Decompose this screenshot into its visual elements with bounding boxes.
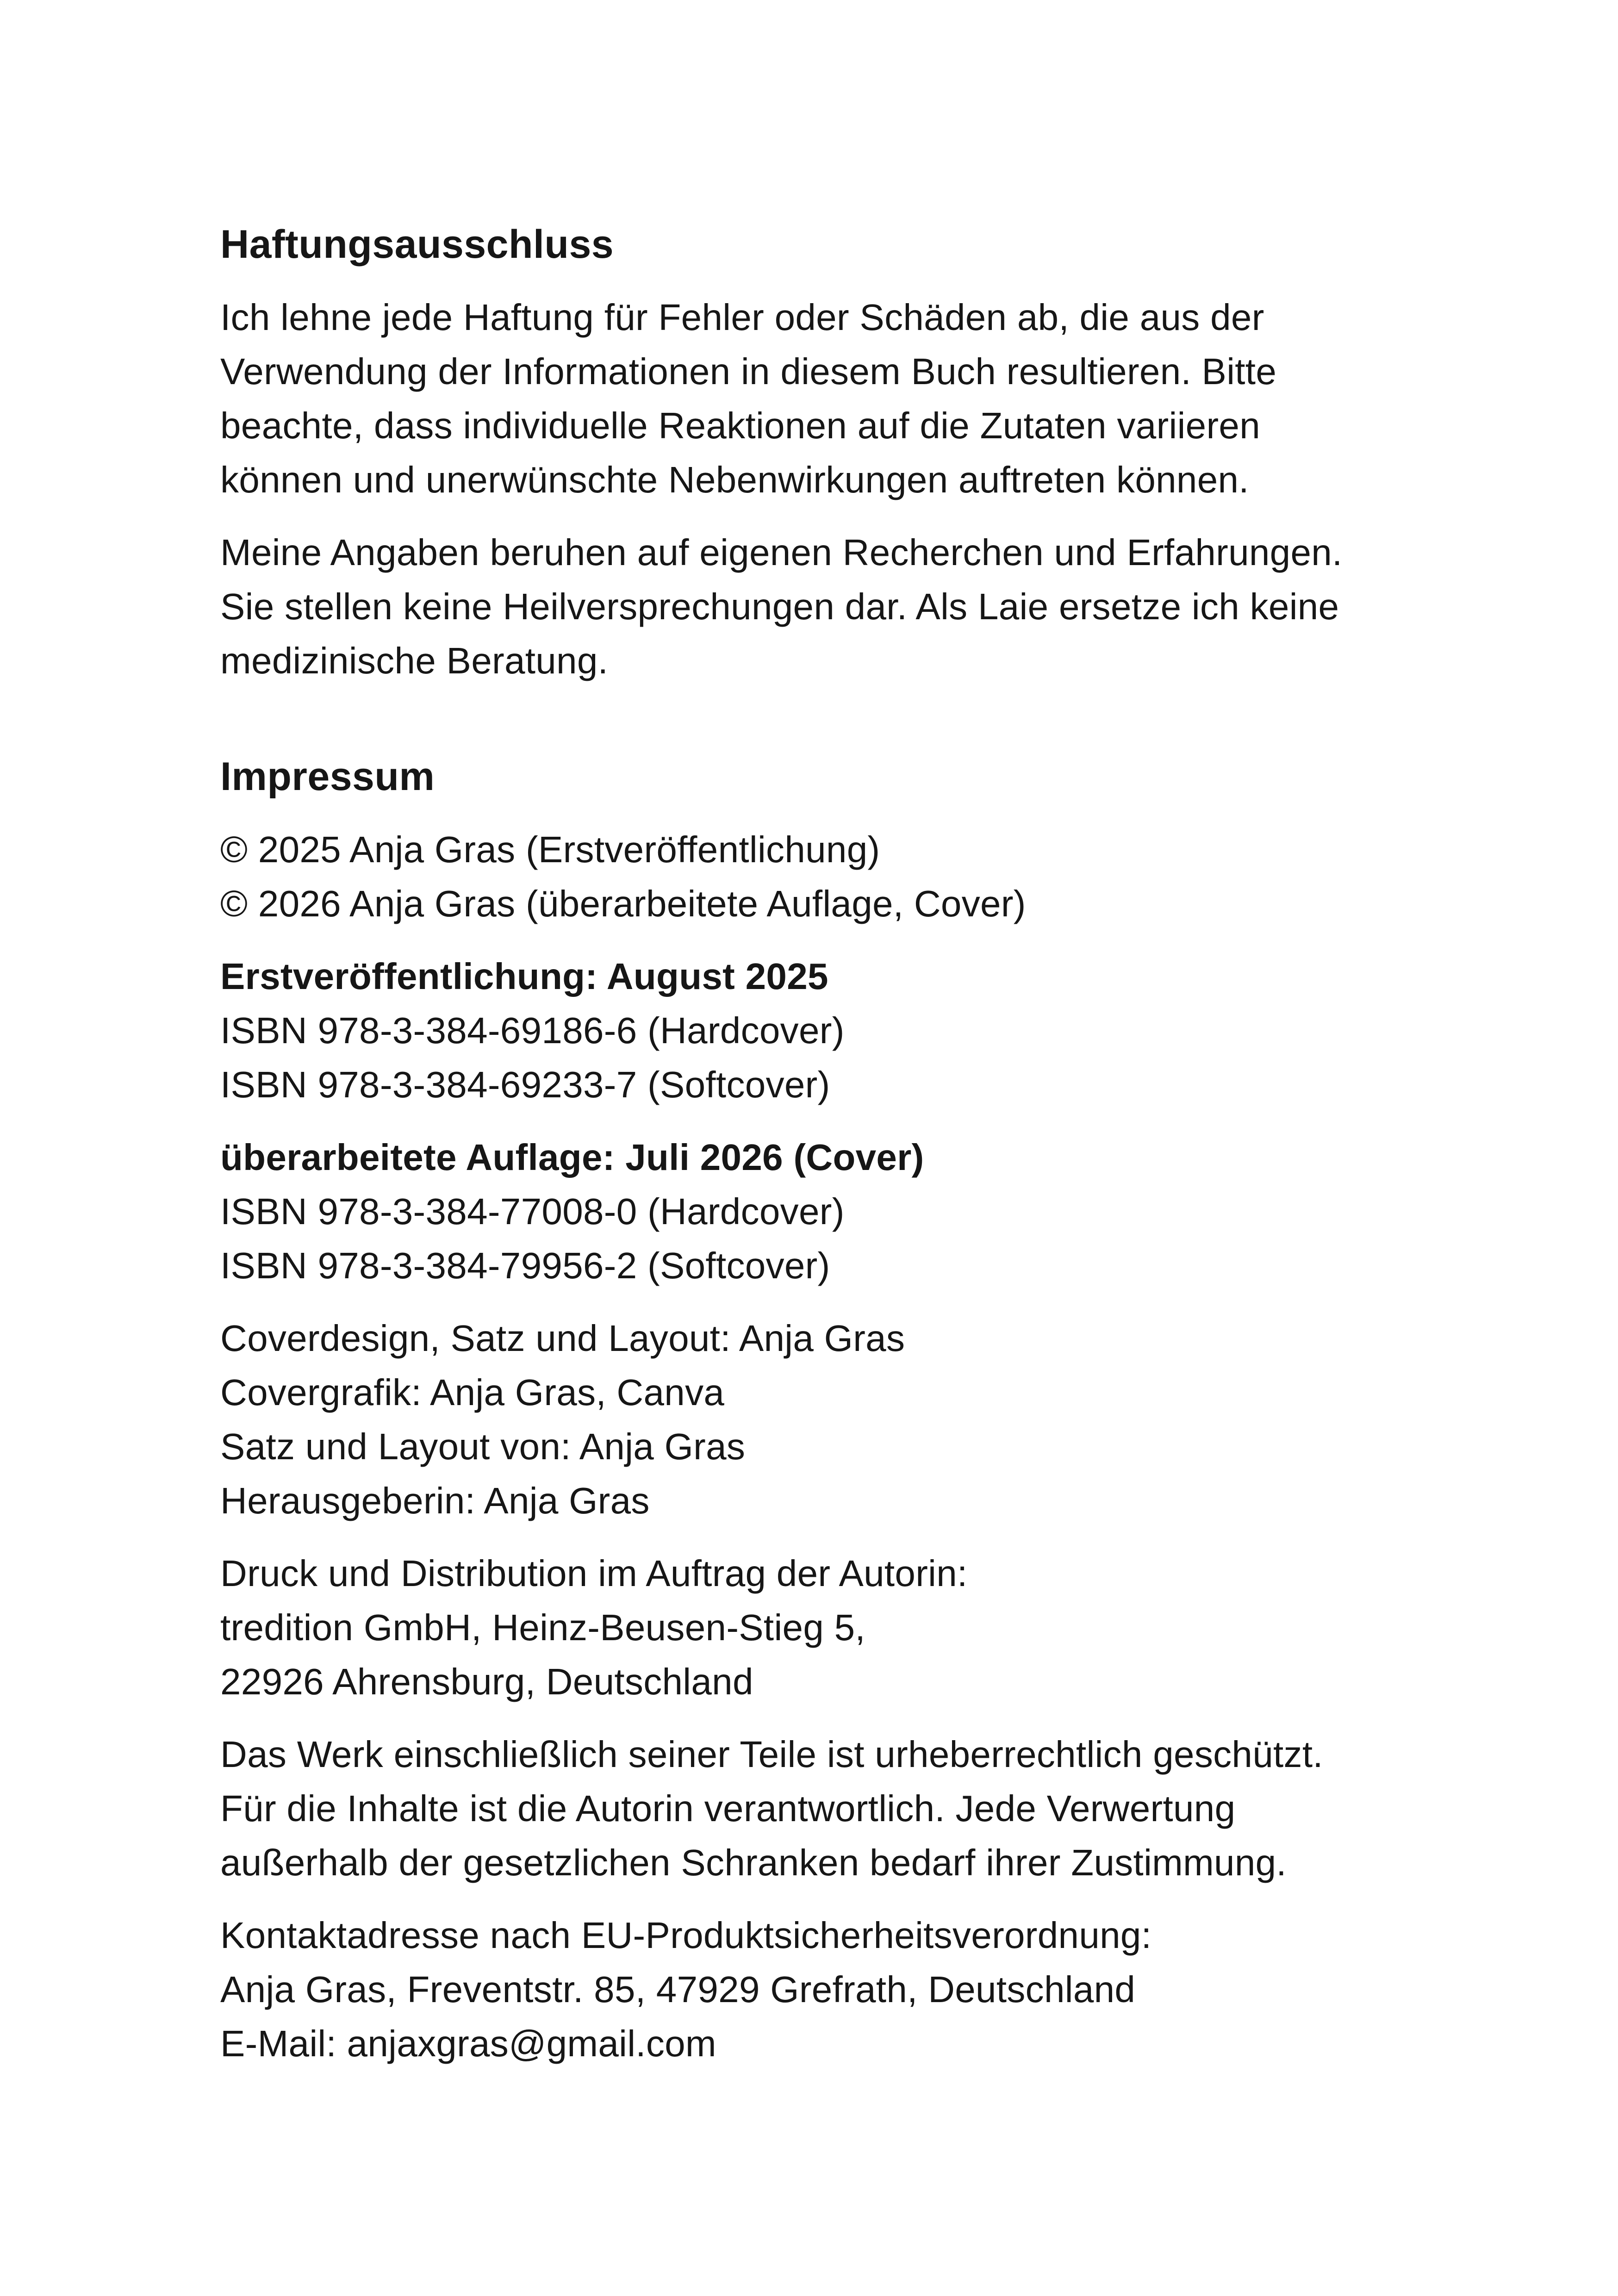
text-line: Meine Angaben beruhen auf eigenen Recherchen und Erfahrungen. <box>220 532 1343 573</box>
rights-line: Das Werk einschließlich seiner Teile ist urheberrechtlich geschützt. <box>220 1734 1323 1775</box>
text-line: medizinische Beratung. <box>220 640 609 681</box>
credits-block <box>220 1311 1470 1528</box>
disclaimer-paragraph-2 <box>220 525 1470 688</box>
book-page <box>220 218 1470 2089</box>
copyright-block <box>220 822 1470 931</box>
disclaimer-heading: Haftungsausschluss <box>220 222 614 267</box>
rights-line: Für die Inhalte ist die Autorin verantwortlich. Jede Verwertung <box>220 1788 1236 1829</box>
distribution-line: tredition GmbH, Heinz-Beusen-Stieg 5, <box>220 1607 865 1648</box>
isbn-softcover: ISBN 978-3-384-79956-2 (Softcover) <box>220 1245 830 1286</box>
isbn-softcover: ISBN 978-3-384-69233-7 (Softcover) <box>220 1064 830 1105</box>
isbn-hardcover: ISBN 978-3-384-77008-0 (Hardcover) <box>220 1191 845 1232</box>
credit-line: Satz und Layout von: Anja Gras <box>220 1426 746 1467</box>
text-line: Verwendung der Informationen in diesem Buch resultieren. Bitte <box>220 351 1277 392</box>
contact-address: Anja Gras, Freventstr. 85, 47929 Grefrath, Deutschland <box>220 1969 1136 2010</box>
rights-block <box>220 1727 1470 1890</box>
contact-line: Kontaktadresse nach EU-Produktsicherheitsverordnung: <box>220 1915 1152 1956</box>
revised-edition-label: überarbeitete Auflage: Juli 2026 (Cover) <box>220 1137 924 1178</box>
rights-line: außerhalb der gesetzlichen Schranken bedarf ihrer Zustimmung. <box>220 1842 1287 1883</box>
credit-line: Coverdesign, Satz und Layout: Anja Gras <box>220 1318 905 1359</box>
credit-line: Covergrafik: Anja Gras, Canva <box>220 1372 725 1413</box>
distribution-line: 22926 Ahrensburg, Deutschland <box>220 1661 753 1702</box>
revised-edition-block <box>220 1130 1470 1293</box>
text-line: beachte, dass individuelle Reaktionen auf die Zutaten variieren <box>220 405 1260 446</box>
disclaimer-section <box>220 218 1470 688</box>
section-spacer <box>220 706 1470 750</box>
copyright-line: © 2025 Anja Gras (Erstveröffentlichung) <box>220 829 880 870</box>
distribution-block <box>220 1546 1470 1709</box>
distribution-line: Druck und Distribution im Auftrag der Autorin: <box>220 1553 968 1594</box>
text-line: Sie stellen keine Heilversprechungen dar. Als Laie ersetze ich keine <box>220 586 1339 627</box>
contact-email: E-Mail: anjaxgras@gmail.com <box>220 2023 716 2064</box>
imprint-section <box>220 750 1470 2071</box>
text-line: können und unerwünschte Nebenwirkungen auftreten können. <box>220 459 1249 500</box>
imprint-heading: Impressum <box>220 754 435 799</box>
credit-line: Herausgeberin: Anja Gras <box>220 1480 650 1521</box>
copyright-line: © 2026 Anja Gras (überarbeitete Auflage, Cover) <box>220 883 1026 924</box>
contact-block <box>220 1908 1470 2071</box>
first-edition-block <box>220 949 1470 1112</box>
first-edition-label: Erstveröffentlichung: August 2025 <box>220 956 828 997</box>
text-line: Ich lehne jede Haftung für Fehler oder Schäden ab, die aus der <box>220 297 1264 338</box>
isbn-hardcover: ISBN 978-3-384-69186-6 (Hardcover) <box>220 1010 845 1051</box>
disclaimer-paragraph-1 <box>220 290 1470 507</box>
